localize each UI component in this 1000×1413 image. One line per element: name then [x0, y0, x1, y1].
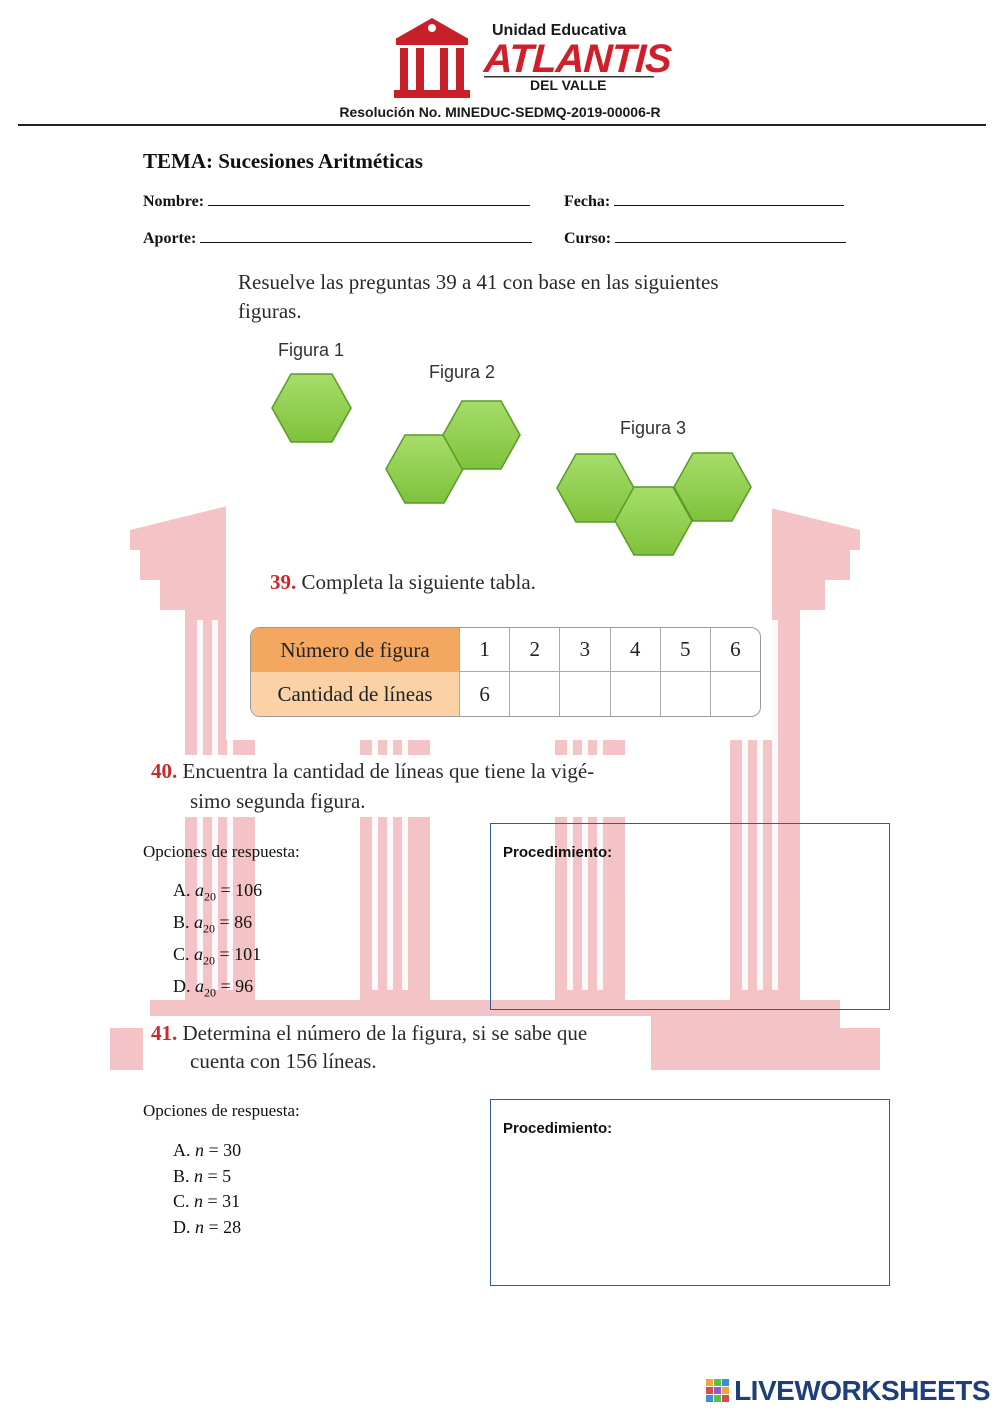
option-d[interactable]: D. n = 28 [173, 1216, 242, 1237]
table-cell: 3 [559, 628, 609, 672]
q40-options-label: Opciones de respuesta: [143, 842, 300, 861]
liveworksheets-logo-icon [706, 1379, 730, 1403]
resolution-number: Resolución No. MINEDUC-SEDMQ-2019-00006-R [339, 104, 661, 120]
intro-line-2: figuras. [238, 299, 302, 323]
table-answer-cell[interactable] [509, 672, 559, 716]
question-40-number: 40. [151, 759, 178, 783]
q40-options-list [173, 878, 262, 1006]
header-divider [18, 124, 986, 126]
question-40-line-2: simo segunda figura. [190, 789, 366, 813]
table-cell: 2 [509, 628, 559, 672]
table-cell: 1 [459, 628, 509, 672]
q40-procedure-label: Procedimiento: [503, 844, 613, 861]
option-d[interactable]: D. $a_{20} = 96$ [173, 976, 254, 1000]
liveworksheets-brand [706, 1375, 990, 1407]
hexagon-figures [260, 365, 770, 565]
question-41-line-2: cuenta con 156 líneas. [190, 1049, 377, 1073]
grade-input-line[interactable] [200, 228, 532, 243]
name-field[interactable] [143, 191, 530, 211]
school-name: ATLANTIS [482, 37, 672, 81]
table-answer-cell[interactable] [710, 672, 760, 716]
date-input-line[interactable] [614, 191, 844, 206]
option-b[interactable]: B. $a_{20} = 86$ [173, 912, 253, 936]
table-answer-cell[interactable] [559, 672, 609, 716]
q41-options-label: Opciones de respuesta: [143, 1101, 300, 1120]
table-cell: 4 [610, 628, 660, 672]
question-39-number: 39. [270, 570, 297, 594]
q41-options-list [173, 1138, 241, 1240]
table-answer-cell[interactable] [660, 672, 710, 716]
table-cell: 5 [660, 628, 710, 672]
liveworksheets-text: LIVEWORKSHEETS [734, 1375, 990, 1406]
sequence-table [250, 627, 761, 717]
school-subtitle: DEL VALLE [530, 77, 607, 93]
page-title: TEMA: Sucesiones Aritméticas [143, 149, 423, 173]
course-label: Curso: [564, 230, 612, 247]
option-c[interactable]: C. $a_{20} = 101$ [173, 944, 262, 968]
figure-1-label: Figura 1 [278, 340, 345, 360]
question-39-text: Completa la siguiente tabla. [301, 570, 536, 594]
option-c[interactable]: C. n = 31 [173, 1191, 241, 1211]
table-cell: 6 [710, 628, 760, 672]
figure-2-label: Figura 2 [429, 362, 496, 382]
figure-1-hexagon [272, 374, 351, 442]
q41-procedure-label: Procedimiento: [503, 1120, 613, 1137]
table-cell: 6 [459, 672, 509, 716]
figure-3-label: Figura 3 [620, 418, 687, 438]
intro-line-1: Resuelve las preguntas 39 a 41 con base en las siguientes [238, 270, 719, 294]
date-field[interactable] [564, 191, 844, 211]
table-header-line-count: Cantidad de líneas [251, 672, 459, 716]
course-field[interactable] [564, 228, 846, 248]
question-41 [151, 1021, 587, 1046]
q41-procedure-box[interactable] [490, 1099, 890, 1286]
school-supertitle: Unidad Educativa [492, 22, 627, 39]
option-a[interactable]: A. n = 30 [173, 1140, 242, 1160]
option-a[interactable]: A. $a_{20} = 106$ [173, 880, 263, 904]
date-label: Fecha: [564, 193, 611, 210]
course-input-line[interactable] [615, 228, 846, 243]
question-39 [270, 570, 536, 595]
table-header-figure-number: Número de figura [251, 628, 459, 672]
grade-label: Aporte: [143, 230, 197, 247]
q40-procedure-box[interactable] [490, 823, 890, 1010]
name-input-line[interactable] [208, 191, 530, 206]
option-b[interactable]: B. n = 5 [173, 1165, 232, 1186]
question-40 [151, 759, 594, 784]
question-41-number: 41. [151, 1021, 178, 1045]
name-label: Nombre: [143, 193, 205, 210]
table-answer-cell[interactable] [610, 672, 660, 716]
grade-field[interactable] [143, 228, 532, 248]
question-41-line-1: Determina el número de la figura, si se sabe que [182, 1021, 588, 1045]
question-40-line-1: Encuentra la cantidad de líneas que tiene la vigé- [182, 759, 595, 783]
